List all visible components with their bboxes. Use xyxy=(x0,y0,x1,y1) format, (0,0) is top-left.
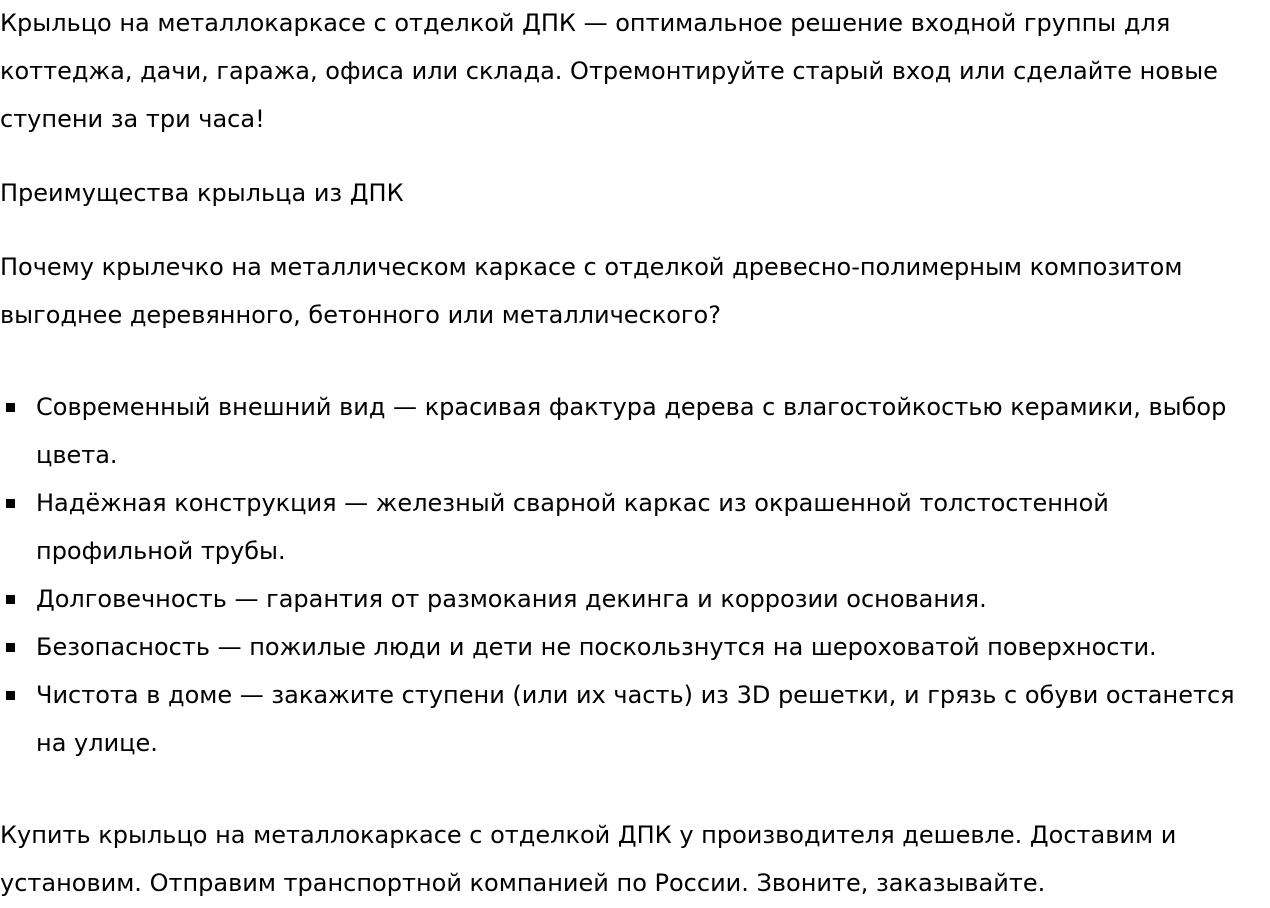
list-item xyxy=(36,479,1270,575)
square-bullet-icon xyxy=(6,691,15,700)
list-item xyxy=(36,575,1270,623)
square-bullet-icon xyxy=(6,403,15,412)
advantages-heading: Преимущества крыльца из ДПК xyxy=(0,179,404,207)
list-item-text: Надёжная конструкция — железный сварной каркас из окрашенной толстостенной профильной трубы. xyxy=(36,489,1109,565)
list-item xyxy=(36,671,1270,767)
square-bullet-icon xyxy=(6,643,15,652)
advantages-question: Почему крылечко на металлическом каркасе с отделкой древесно-полимерным композитом выгоднее деревянного, бетонного или металлического? xyxy=(0,253,1183,329)
list-item xyxy=(36,623,1270,671)
square-bullet-icon xyxy=(6,595,15,604)
advantages-list xyxy=(0,383,1270,767)
list-item-text: Долговечность — гарантия от размокания декинга и коррозии основания. xyxy=(36,585,987,613)
outro-paragraph: Купить крыльцо на металлокаркасе с отделкой ДПК у производителя дешевле. Доставим и установим. Отправим транспортной компанией по России. Звоните, заказывайте. xyxy=(0,821,1177,897)
list-item xyxy=(36,383,1270,479)
list-item-text: Чистота в доме — закажите ступени (или их часть) из 3D решетки, и грязь с обуви останется на улице. xyxy=(36,681,1235,757)
intro-paragraph: Крыльцо на металлокаркасе с отделкой ДПК — оптимальное решение входной группы для коттеджа, дачи, гаража, офиса или склада. Отремонтируйте старый вход или сделайте новые ступени за три часа! xyxy=(0,9,1218,133)
list-item-text: Современный внешний вид — красивая фактура дерева с влагостойкостью керамики, выбор цвета. xyxy=(36,393,1227,469)
square-bullet-icon xyxy=(6,499,15,508)
list-item-text: Безопасность — пожилые люди и дети не поскользнутся на шероховатой поверхности. xyxy=(36,633,1157,661)
